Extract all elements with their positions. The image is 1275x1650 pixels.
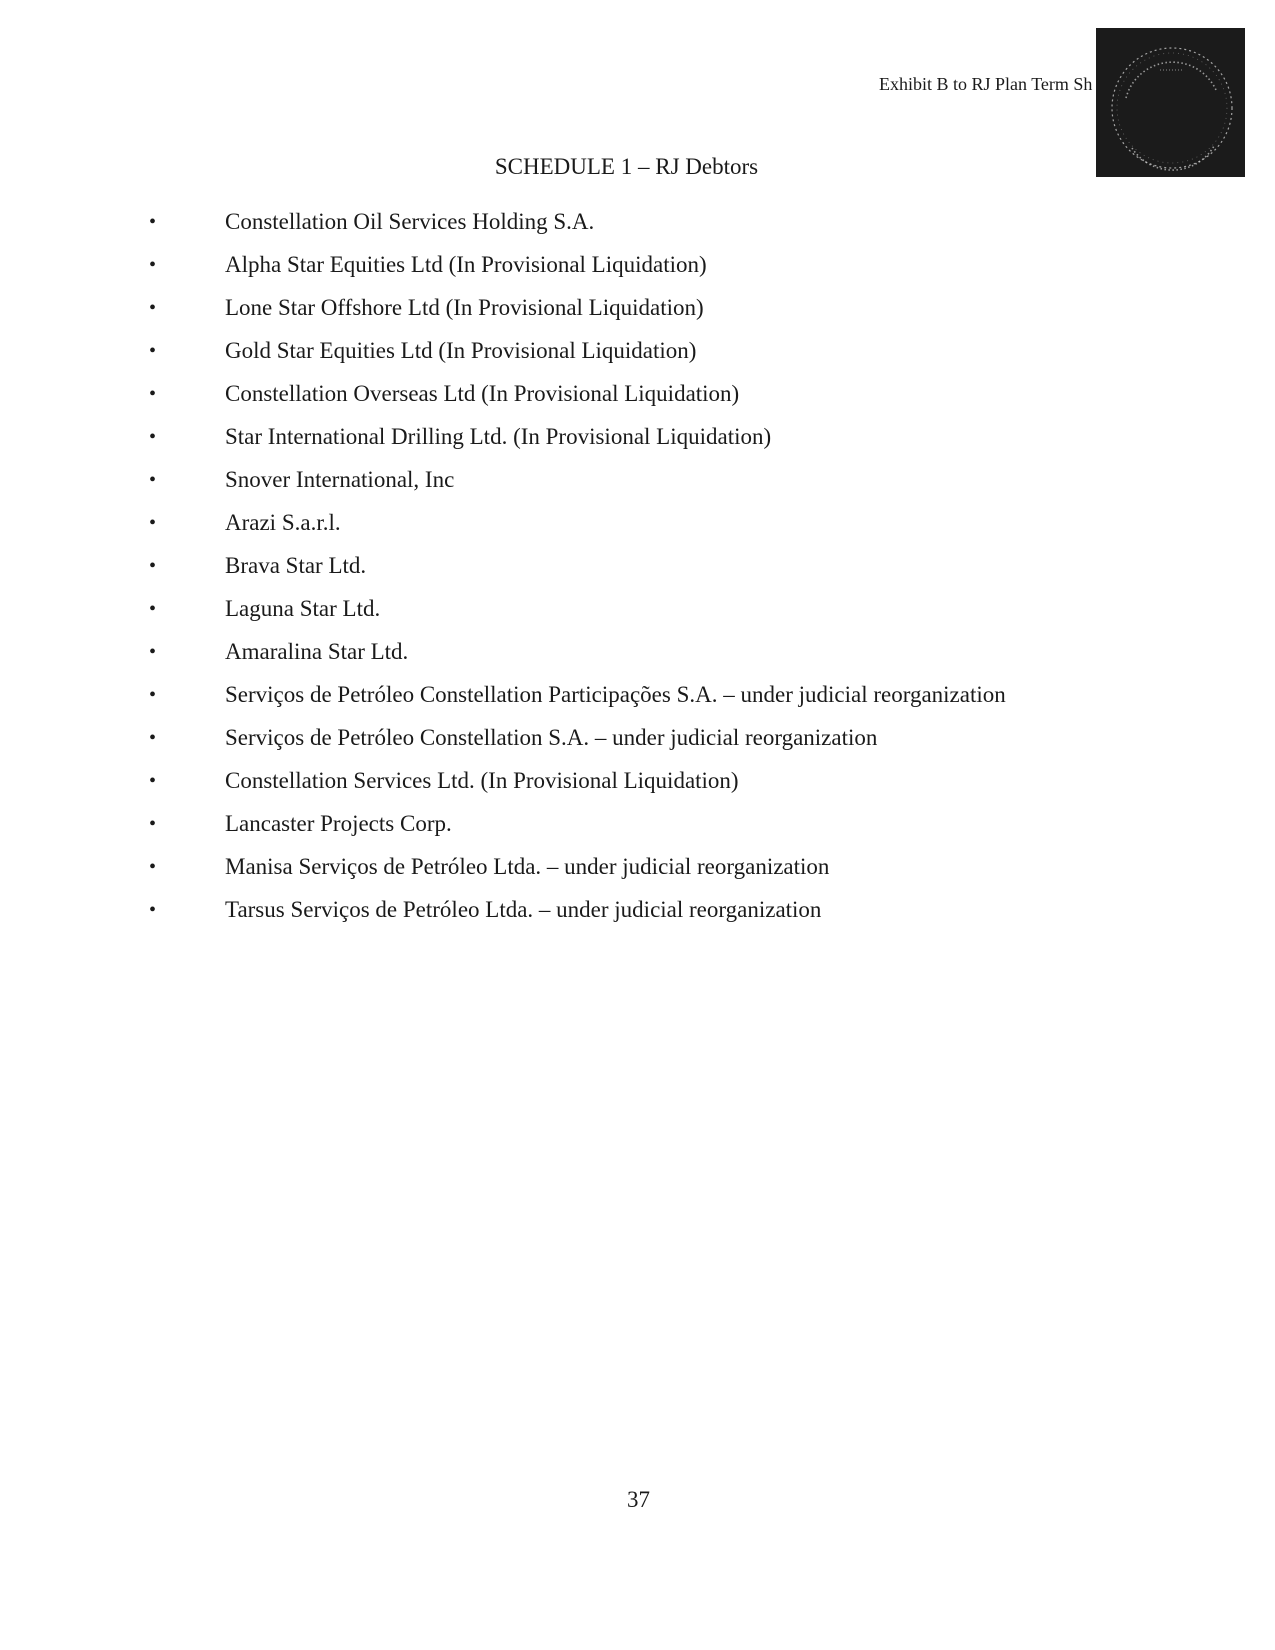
- bullet: •: [149, 899, 157, 921]
- bullet: •: [149, 254, 157, 276]
- list-item: [0, 810, 1275, 853]
- page-number-text: 37: [627, 1487, 650, 1512]
- list-item: [0, 509, 1275, 552]
- bullet: •: [149, 856, 157, 878]
- debtor-name: Serviços de Petróleo Constellation Participações S.A. – under judicial reorganization: [225, 682, 1006, 707]
- debtor-name: Constellation Overseas Ltd (In Provisional Liquidation): [225, 381, 740, 406]
- debtor-name: Amaralina Star Ltd.: [225, 639, 409, 664]
- bullet: •: [149, 727, 157, 749]
- list-item: [0, 423, 1275, 466]
- list-item: [0, 767, 1275, 810]
- page-number: [0, 1487, 1275, 1513]
- schedule-title: [0, 154, 1275, 180]
- bullet: •: [149, 641, 157, 663]
- bullet: •: [149, 469, 157, 491]
- debtor-name: Tarsus Serviços de Petróleo Ltda. – under judicial reorganization: [225, 897, 822, 922]
- debtor-name: Constellation Services Ltd. (In Provisional Liquidation): [225, 768, 739, 793]
- debtor-name: Snover International, Inc: [225, 467, 455, 492]
- list-item: [0, 595, 1275, 638]
- bullet: •: [149, 340, 157, 362]
- list-item: [0, 724, 1275, 767]
- bullet: •: [149, 813, 157, 835]
- list-item: [0, 552, 1275, 595]
- debtor-name: Constellation Oil Services Holding S.A.: [225, 209, 595, 234]
- bullet: •: [149, 555, 157, 577]
- list-item: [0, 896, 1275, 939]
- debtor-name: Laguna Star Ltd.: [225, 596, 381, 621]
- debtor-name: Lancaster Projects Corp.: [225, 811, 452, 836]
- list-item: [0, 208, 1275, 251]
- debtor-name: Brava Star Ltd.: [225, 553, 367, 578]
- list-item: [0, 337, 1275, 380]
- debtor-name: Gold Star Equities Ltd (In Provisional Liquidation): [225, 338, 697, 363]
- list-item: [0, 681, 1275, 724]
- debtor-name: Arazi S.a.r.l.: [225, 510, 341, 535]
- bullet: •: [149, 512, 157, 534]
- debtor-name: Lone Star Offshore Ltd (In Provisional Liquidation): [225, 295, 704, 320]
- bullet: •: [149, 426, 157, 448]
- list-item: [0, 853, 1275, 896]
- debtor-name: Alpha Star Equities Ltd (In Provisional Liquidation): [225, 252, 707, 277]
- bullet: •: [149, 211, 157, 233]
- bullet: •: [149, 684, 157, 706]
- list-item: [0, 294, 1275, 337]
- bullet: •: [149, 770, 157, 792]
- bullet: •: [149, 383, 157, 405]
- exhibit-reference: Exhibit B to RJ Plan Term Sh: [879, 74, 1093, 94]
- bullet: •: [149, 297, 157, 319]
- list-item: [0, 466, 1275, 509]
- debtor-name: Manisa Serviços de Petróleo Ltda. – under judicial reorganization: [225, 854, 830, 879]
- bullet: •: [149, 598, 157, 620]
- list-item: [0, 638, 1275, 681]
- debtor-list: [0, 208, 1275, 939]
- schedule-title-text: SCHEDULE 1 – RJ Debtors: [494, 154, 759, 179]
- list-item: [0, 251, 1275, 294]
- debtor-name: Star International Drilling Ltd. (In Provisional Liquidation): [225, 424, 772, 449]
- list-item: [0, 380, 1275, 423]
- debtor-name: Serviços de Petróleo Constellation S.A. – under judicial reorganization: [225, 725, 878, 750]
